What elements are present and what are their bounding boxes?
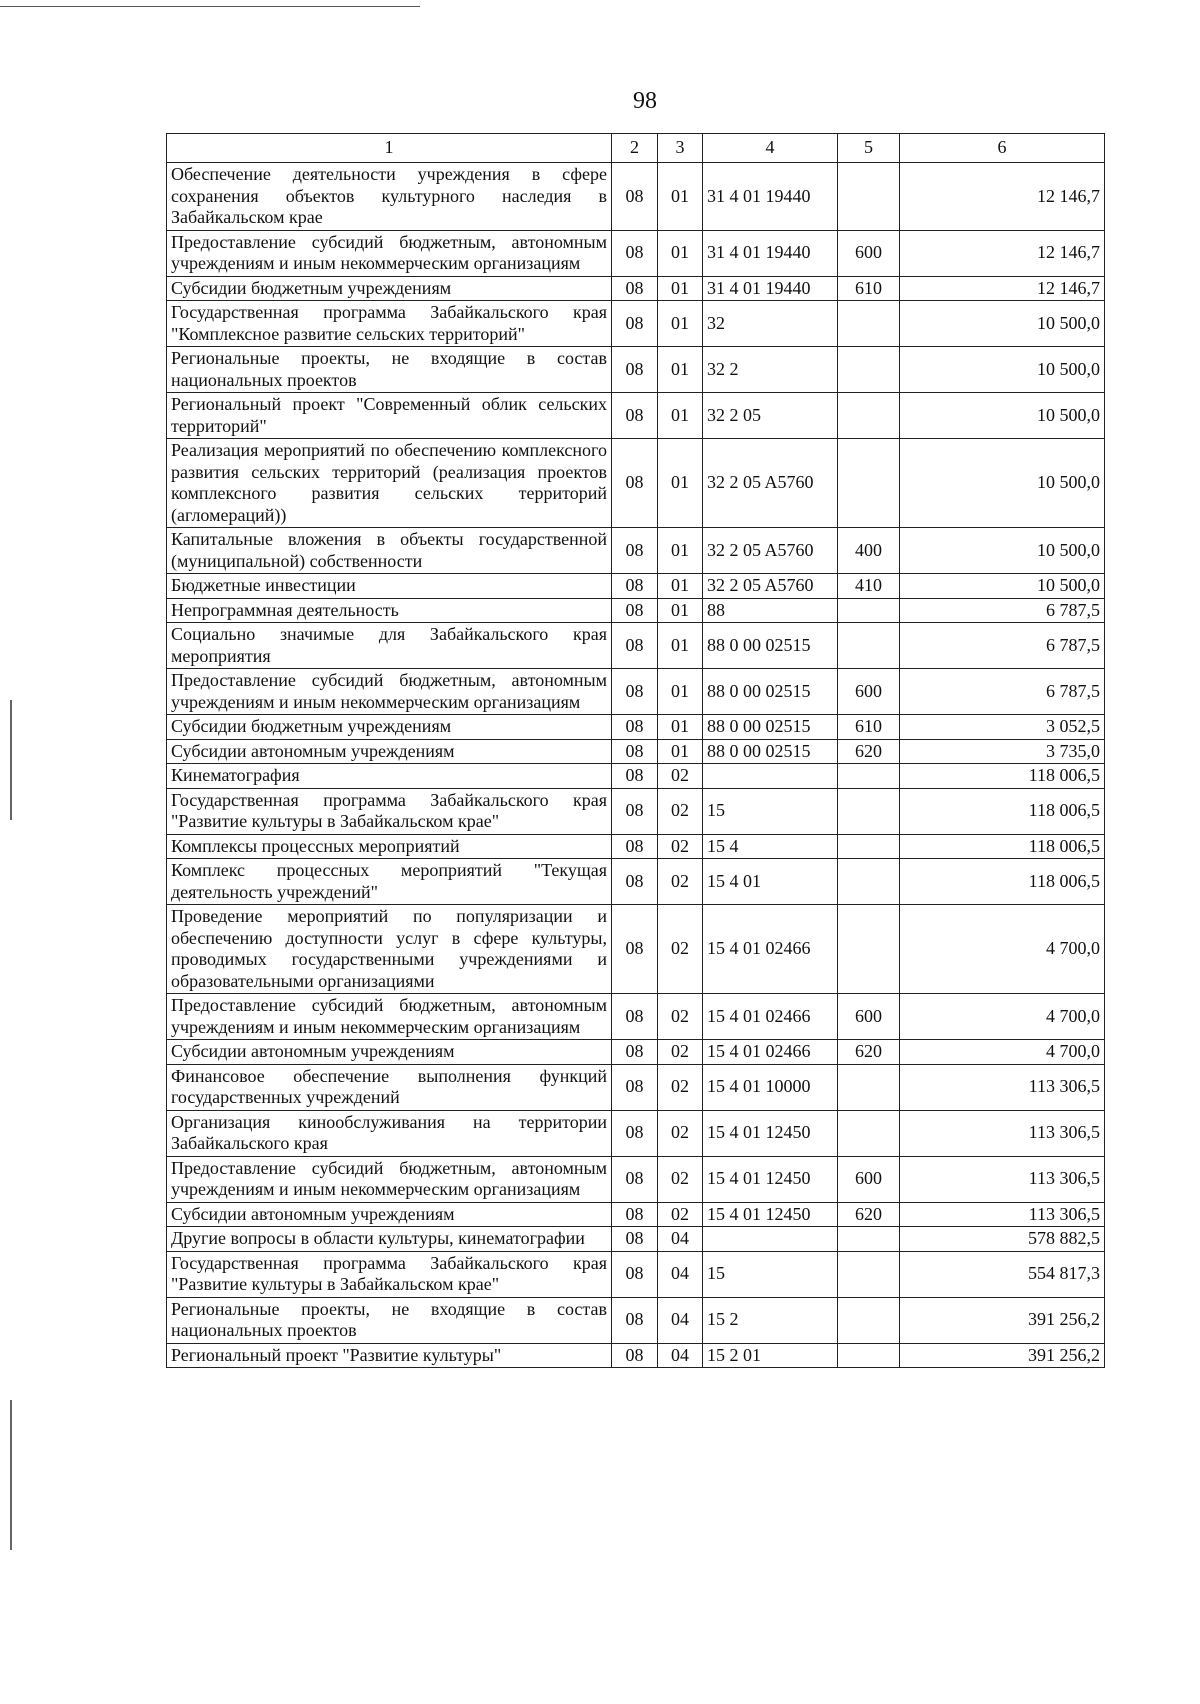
table-row [167,1064,1105,1110]
row-subsection: 04 [658,1251,703,1297]
row-target-article: 15 4 01 02466 [703,994,838,1040]
column-header: 4 [703,134,838,163]
row-expense-type: 600 [838,994,900,1040]
row-expense-type [838,1251,900,1297]
row-name: Субсидии автономным учреждениям [167,739,612,764]
row-section: 08 [612,1343,658,1368]
table-row [167,1156,1105,1202]
row-expense-type [838,1110,900,1156]
table-row [167,574,1105,599]
row-expense-type [838,598,900,623]
row-subsection: 01 [658,163,703,231]
row-amount: 10 500,0 [900,528,1105,574]
row-expense-type: 600 [838,669,900,715]
row-subsection: 02 [658,859,703,905]
row-amount: 4 700,0 [900,905,1105,994]
row-name: Региональные проекты, не входящие в состав национальных проектов [167,347,612,393]
row-section: 08 [612,764,658,789]
table-header-row [167,134,1105,163]
row-subsection: 04 [658,1343,703,1368]
row-subsection: 01 [658,669,703,715]
row-name: Субсидии автономным учреждениям [167,1040,612,1065]
row-subsection: 01 [658,347,703,393]
row-target-article: 32 2 05 [703,393,838,439]
row-section: 08 [612,994,658,1040]
table-row [167,1343,1105,1368]
row-subsection: 01 [658,230,703,276]
row-section: 08 [612,905,658,994]
row-subsection: 02 [658,834,703,859]
row-section: 08 [612,1040,658,1065]
table-row [167,623,1105,669]
row-amount: 10 500,0 [900,301,1105,347]
row-name: Региональные проекты, не входящие в состав национальных проектов [167,1297,612,1343]
row-amount: 578 882,5 [900,1227,1105,1252]
row-expense-type: 620 [838,739,900,764]
row-amount: 118 006,5 [900,788,1105,834]
row-expense-type [838,764,900,789]
table-row [167,439,1105,528]
table-row [167,669,1105,715]
row-name: Капитальные вложения в объекты государственной (муниципальной) собственности [167,528,612,574]
row-name: Непрограммная деятельность [167,598,612,623]
row-subsection: 01 [658,574,703,599]
row-target-article: 15 2 01 [703,1343,838,1368]
row-section: 08 [612,347,658,393]
table-row [167,1297,1105,1343]
row-target-article: 32 2 05 A5760 [703,439,838,528]
row-expense-type: 610 [838,276,900,301]
row-expense-type [838,1227,900,1252]
row-target-article: 15 4 01 12450 [703,1110,838,1156]
row-target-article: 31 4 01 19440 [703,276,838,301]
table-row [167,393,1105,439]
row-section: 08 [612,859,658,905]
row-amount: 12 146,7 [900,230,1105,276]
row-expense-type [838,1297,900,1343]
row-name: Региональный проект "Современный облик сельских территорий" [167,393,612,439]
row-amount: 12 146,7 [900,163,1105,231]
row-name: Комплекс процессных мероприятий "Текущая деятельность учреждений" [167,859,612,905]
row-section: 08 [612,1297,658,1343]
table-row [167,347,1105,393]
row-expense-type [838,301,900,347]
column-header: 3 [658,134,703,163]
row-amount: 391 256,2 [900,1343,1105,1368]
row-amount: 10 500,0 [900,347,1105,393]
row-section: 08 [612,163,658,231]
row-target-article: 15 [703,1251,838,1297]
table-row [167,764,1105,789]
row-amount: 113 306,5 [900,1110,1105,1156]
row-target-article: 88 [703,598,838,623]
row-amount: 113 306,5 [900,1202,1105,1227]
row-name: Реализация мероприятий по обеспечению комплексного развития сельских территорий (реализация проектов комплексного развития сельских территорий (агломераций)) [167,439,612,528]
row-subsection: 02 [658,905,703,994]
row-expense-type: 610 [838,715,900,740]
row-name: Субсидии автономным учреждениям [167,1202,612,1227]
row-section: 08 [612,301,658,347]
row-target-article: 88 0 00 02515 [703,715,838,740]
row-name: Региональный проект "Развитие культуры" [167,1343,612,1368]
table-row [167,598,1105,623]
table-row [167,528,1105,574]
row-amount: 391 256,2 [900,1297,1105,1343]
row-expense-type [838,347,900,393]
row-amount: 3 052,5 [900,715,1105,740]
table-row [167,905,1105,994]
scan-margin-mark [10,700,12,820]
row-target-article: 31 4 01 19440 [703,163,838,231]
row-target-article: 15 4 01 02466 [703,1040,838,1065]
row-name: Государственная программа Забайкальского края "Развитие культуры в Забайкальском крае" [167,1251,612,1297]
row-subsection: 02 [658,1064,703,1110]
row-section: 08 [612,739,658,764]
table-row [167,715,1105,740]
row-expense-type [838,905,900,994]
row-target-article: 15 4 01 02466 [703,905,838,994]
row-subsection: 02 [658,1202,703,1227]
row-subsection: 02 [658,764,703,789]
row-amount: 118 006,5 [900,834,1105,859]
row-subsection: 04 [658,1297,703,1343]
row-amount: 4 700,0 [900,1040,1105,1065]
row-subsection: 02 [658,1110,703,1156]
row-name: Субсидии бюджетным учреждениям [167,715,612,740]
page-number: 98 [633,88,657,114]
row-target-article: 32 2 05 A5760 [703,528,838,574]
row-name: Государственная программа Забайкальского края "Развитие культуры в Забайкальском крае" [167,788,612,834]
column-header: 2 [612,134,658,163]
row-amount: 10 500,0 [900,393,1105,439]
row-amount: 113 306,5 [900,1156,1105,1202]
row-name: Социально значимые для Забайкальского края мероприятия [167,623,612,669]
row-amount: 118 006,5 [900,764,1105,789]
row-expense-type [838,439,900,528]
row-target-article: 32 2 [703,347,838,393]
row-name: Обеспечение деятельности учреждения в сфере сохранения объектов культурного наследия в Забайкальском крае [167,163,612,231]
row-expense-type [838,393,900,439]
row-target-article: 88 0 00 02515 [703,623,838,669]
row-target-article [703,764,838,789]
row-section: 08 [612,439,658,528]
row-name: Предоставление субсидий бюджетным, автономным учреждениям и иным некоммерческим организациям [167,230,612,276]
table-row [167,994,1105,1040]
row-target-article: 32 [703,301,838,347]
row-amount: 113 306,5 [900,1064,1105,1110]
row-amount: 10 500,0 [900,574,1105,599]
row-section: 08 [612,1156,658,1202]
row-expense-type: 600 [838,1156,900,1202]
row-name: Организация кинообслуживания на территории Забайкальского края [167,1110,612,1156]
table-row [167,1227,1105,1252]
row-section: 08 [612,715,658,740]
scan-top-rule [0,6,420,7]
row-section: 08 [612,1110,658,1156]
row-expense-type: 400 [838,528,900,574]
row-section: 08 [612,623,658,669]
row-amount: 554 817,3 [900,1251,1105,1297]
table-row [167,834,1105,859]
row-amount: 6 787,5 [900,598,1105,623]
row-subsection: 01 [658,715,703,740]
row-target-article: 15 [703,788,838,834]
table-body [167,163,1105,1368]
table-row [167,276,1105,301]
scan-margin-mark [10,1400,12,1550]
row-target-article [703,1227,838,1252]
row-subsection: 01 [658,739,703,764]
row-expense-type [838,834,900,859]
row-name: Бюджетные инвестиции [167,574,612,599]
table-row [167,1110,1105,1156]
row-section: 08 [612,528,658,574]
row-expense-type [838,1064,900,1110]
row-section: 08 [612,788,658,834]
table-row [167,1251,1105,1297]
row-subsection: 04 [658,1227,703,1252]
column-header: 5 [838,134,900,163]
row-expense-type [838,788,900,834]
row-section: 08 [612,1251,658,1297]
column-header: 1 [167,134,612,163]
row-subsection: 01 [658,301,703,347]
row-section: 08 [612,834,658,859]
table-row [167,163,1105,231]
row-subsection: 02 [658,994,703,1040]
column-header: 6 [900,134,1105,163]
row-target-article: 88 0 00 02515 [703,669,838,715]
row-target-article: 32 2 05 A5760 [703,574,838,599]
budget-table [166,133,1105,1368]
row-amount: 4 700,0 [900,994,1105,1040]
row-expense-type: 410 [838,574,900,599]
row-amount: 10 500,0 [900,439,1105,528]
row-name: Другие вопросы в области культуры, кинематографии [167,1227,612,1252]
table-row [167,1202,1105,1227]
row-target-article: 15 4 01 10000 [703,1064,838,1110]
row-section: 08 [612,574,658,599]
row-subsection: 01 [658,276,703,301]
table-row [167,1040,1105,1065]
row-subsection: 01 [658,598,703,623]
row-expense-type: 600 [838,230,900,276]
table-row [167,301,1105,347]
row-target-article: 15 4 01 [703,859,838,905]
row-expense-type [838,1343,900,1368]
row-expense-type [838,163,900,231]
row-amount: 6 787,5 [900,623,1105,669]
row-expense-type: 620 [838,1040,900,1065]
row-amount: 6 787,5 [900,669,1105,715]
row-subsection: 01 [658,528,703,574]
row-expense-type [838,623,900,669]
row-name: Предоставление субсидий бюджетным, автономным учреждениям и иным некоммерческим организациям [167,669,612,715]
row-subsection: 02 [658,788,703,834]
row-expense-type: 620 [838,1202,900,1227]
row-target-article: 15 4 [703,834,838,859]
row-section: 08 [612,1227,658,1252]
row-target-article: 15 4 01 12450 [703,1202,838,1227]
row-subsection: 01 [658,393,703,439]
row-section: 08 [612,598,658,623]
row-subsection: 01 [658,623,703,669]
row-section: 08 [612,669,658,715]
row-subsection: 02 [658,1040,703,1065]
table-row [167,230,1105,276]
row-subsection: 02 [658,1156,703,1202]
row-subsection: 01 [658,439,703,528]
row-section: 08 [612,230,658,276]
row-section: 08 [612,1064,658,1110]
row-target-article: 15 2 [703,1297,838,1343]
row-name: Субсидии бюджетным учреждениям [167,276,612,301]
row-section: 08 [612,393,658,439]
row-amount: 3 735,0 [900,739,1105,764]
row-target-article: 88 0 00 02515 [703,739,838,764]
row-target-article: 31 4 01 19440 [703,230,838,276]
row-name: Финансовое обеспечение выполнения функций государственных учреждений [167,1064,612,1110]
row-name: Проведение мероприятий по популяризации и обеспечению доступности услуг в сфере культуры, проводимых государственными учреждениями и образовательными организациями [167,905,612,994]
row-section: 08 [612,1202,658,1227]
row-name: Предоставление субсидий бюджетным, автономным учреждениям и иным некоммерческим организациям [167,1156,612,1202]
table-row [167,788,1105,834]
row-name: Государственная программа Забайкальского края "Комплексное развитие сельских территорий" [167,301,612,347]
row-amount: 12 146,7 [900,276,1105,301]
table-row [167,739,1105,764]
row-name: Комплексы процессных мероприятий [167,834,612,859]
row-name: Кинематография [167,764,612,789]
row-name: Предоставление субсидий бюджетным, автономным учреждениям и иным некоммерческим организациям [167,994,612,1040]
row-amount: 118 006,5 [900,859,1105,905]
table-row [167,859,1105,905]
row-target-article: 15 4 01 12450 [703,1156,838,1202]
row-expense-type [838,859,900,905]
row-section: 08 [612,276,658,301]
